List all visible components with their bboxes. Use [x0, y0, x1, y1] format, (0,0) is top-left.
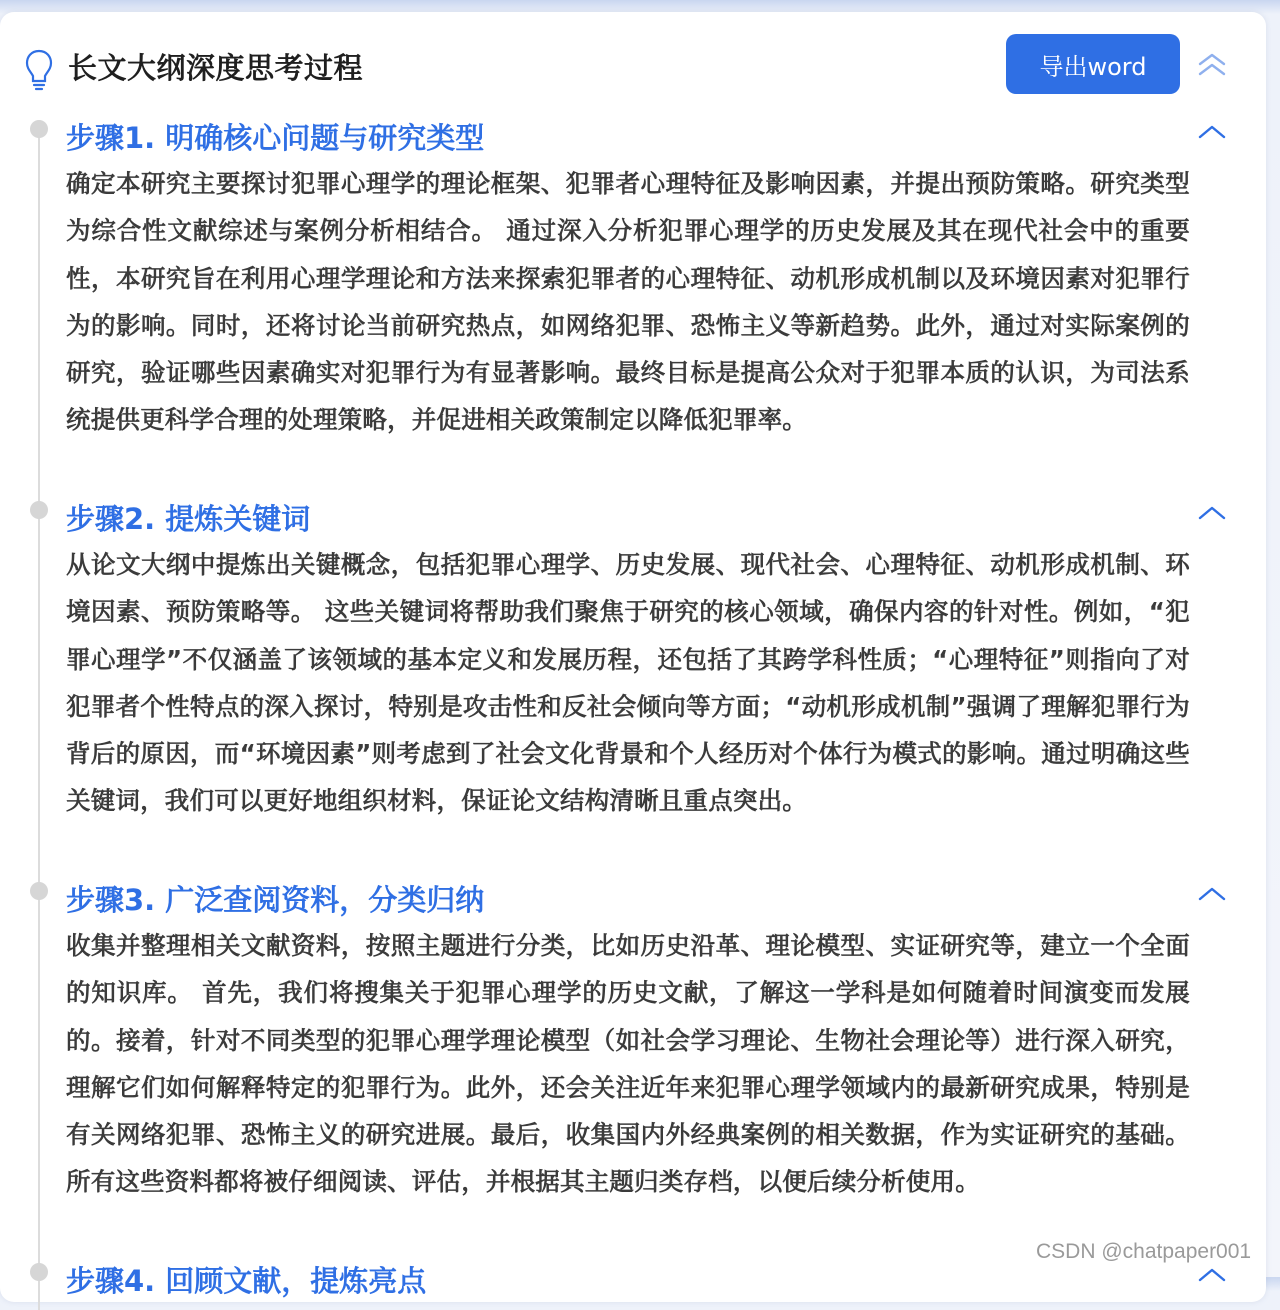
step-body: 确定本研究主要探讨犯罪心理学的理论框架、犯罪者心理特征及影响因素，并提出预防策略。研究类型为综合性文献综述与案例分析相结合。 通过深入分析犯罪心理学的历史发展及其在现代社会中的重要性，本研究旨在利用心理学理论和方法来探索犯罪者的心理特征、动机形成机制以及环境因素对犯罪行为的影响。同时，还将讨论当前研究热点，如网络犯罪、恐怖主义等新趋势。此外，通过对实际案例的研究，验证哪些因素确实对犯罪行为有显著影响。最终目标是提高公众对于犯罪本质的认识，为司法系统提供更科学合理的处理策略，并促进相关政策制定以降低犯罪率。: [66, 169, 1190, 435]
step-body: 从论文大纲中提炼出关键概念，包括犯罪心理学、历史发展、现代社会、心理特征、动机形成机制、环境因素、预防策略等。 这些关键词将帮助我们聚焦于研究的核心领域，确保内容的针对性。例如，“犯罪心理学”不仅涵盖了该领域的基本定义和发展历程，还包括了其跨学科性质；“心理特征”则指向了对犯罪者个性特点的深入探讨，特别是攻击性和反社会倾向等方面；“动机形成机制”强调了理解犯罪行为背后的原因，而“环境因素”则考虑到了社会文化背景和个人经历对个体行为模式的影响。通过明确这些关键词，我们可以更好地组织材料，保证论文结构清晰且重点突出。: [66, 550, 1190, 816]
chevron-up-icon[interactable]: [1196, 503, 1228, 523]
double-chevron-up-icon[interactable]: [1196, 50, 1228, 80]
chevron-up-icon[interactable]: [1196, 1265, 1228, 1285]
step-title[interactable]: 步骤3. 广泛查阅资料，分类归纳: [66, 883, 485, 917]
lightbulb-icon: [24, 48, 54, 94]
step-title[interactable]: 步骤4. 回顾文献，提炼亮点: [66, 1264, 427, 1298]
timeline-dot: [30, 882, 48, 900]
export-word-button[interactable]: 导出word: [1006, 34, 1180, 94]
step-title[interactable]: 步骤2. 提炼关键词: [66, 502, 311, 536]
panel-title: 长文大纲深度思考过程: [68, 51, 364, 85]
chevron-up-icon[interactable]: [1196, 884, 1228, 904]
panel-header: [0, 12, 1266, 112]
steps-timeline: [38, 130, 40, 1310]
watermark: CSDN @chatpaper001: [1036, 1240, 1252, 1263]
step-body: 收集并整理相关文献资料，按照主题进行分类，比如历史沿革、理论模型、实证研究等，建立一个全面的知识库。 首先，我们将搜集关于犯罪心理学的历史文献，了解这一学科是如何随着时间演变而发展的。接着，针对不同类型的犯罪心理学理论模型（如社会学习理论、生物社会理论等）进行深入研究，理解它们如何解释特定的犯罪行为。此外，还会关注近年来犯罪心理学领域内的最新研究成果，特别是有关网络犯罪、恐怖主义的研究进展。最后，收集国内外经典案例的相关数据，作为实证研究的基础。所有这些资料都将被仔细阅读、评估，并根据其主题归类存档，以便后续分析使用。: [66, 931, 1190, 1197]
timeline-dot: [30, 501, 48, 519]
timeline-dot: [30, 120, 48, 138]
step-title[interactable]: 步骤1. 明确核心问题与研究类型: [66, 121, 485, 155]
thinking-process-panel: [0, 12, 1266, 1302]
chevron-up-icon[interactable]: [1196, 122, 1228, 142]
timeline-dot: [30, 1263, 48, 1281]
